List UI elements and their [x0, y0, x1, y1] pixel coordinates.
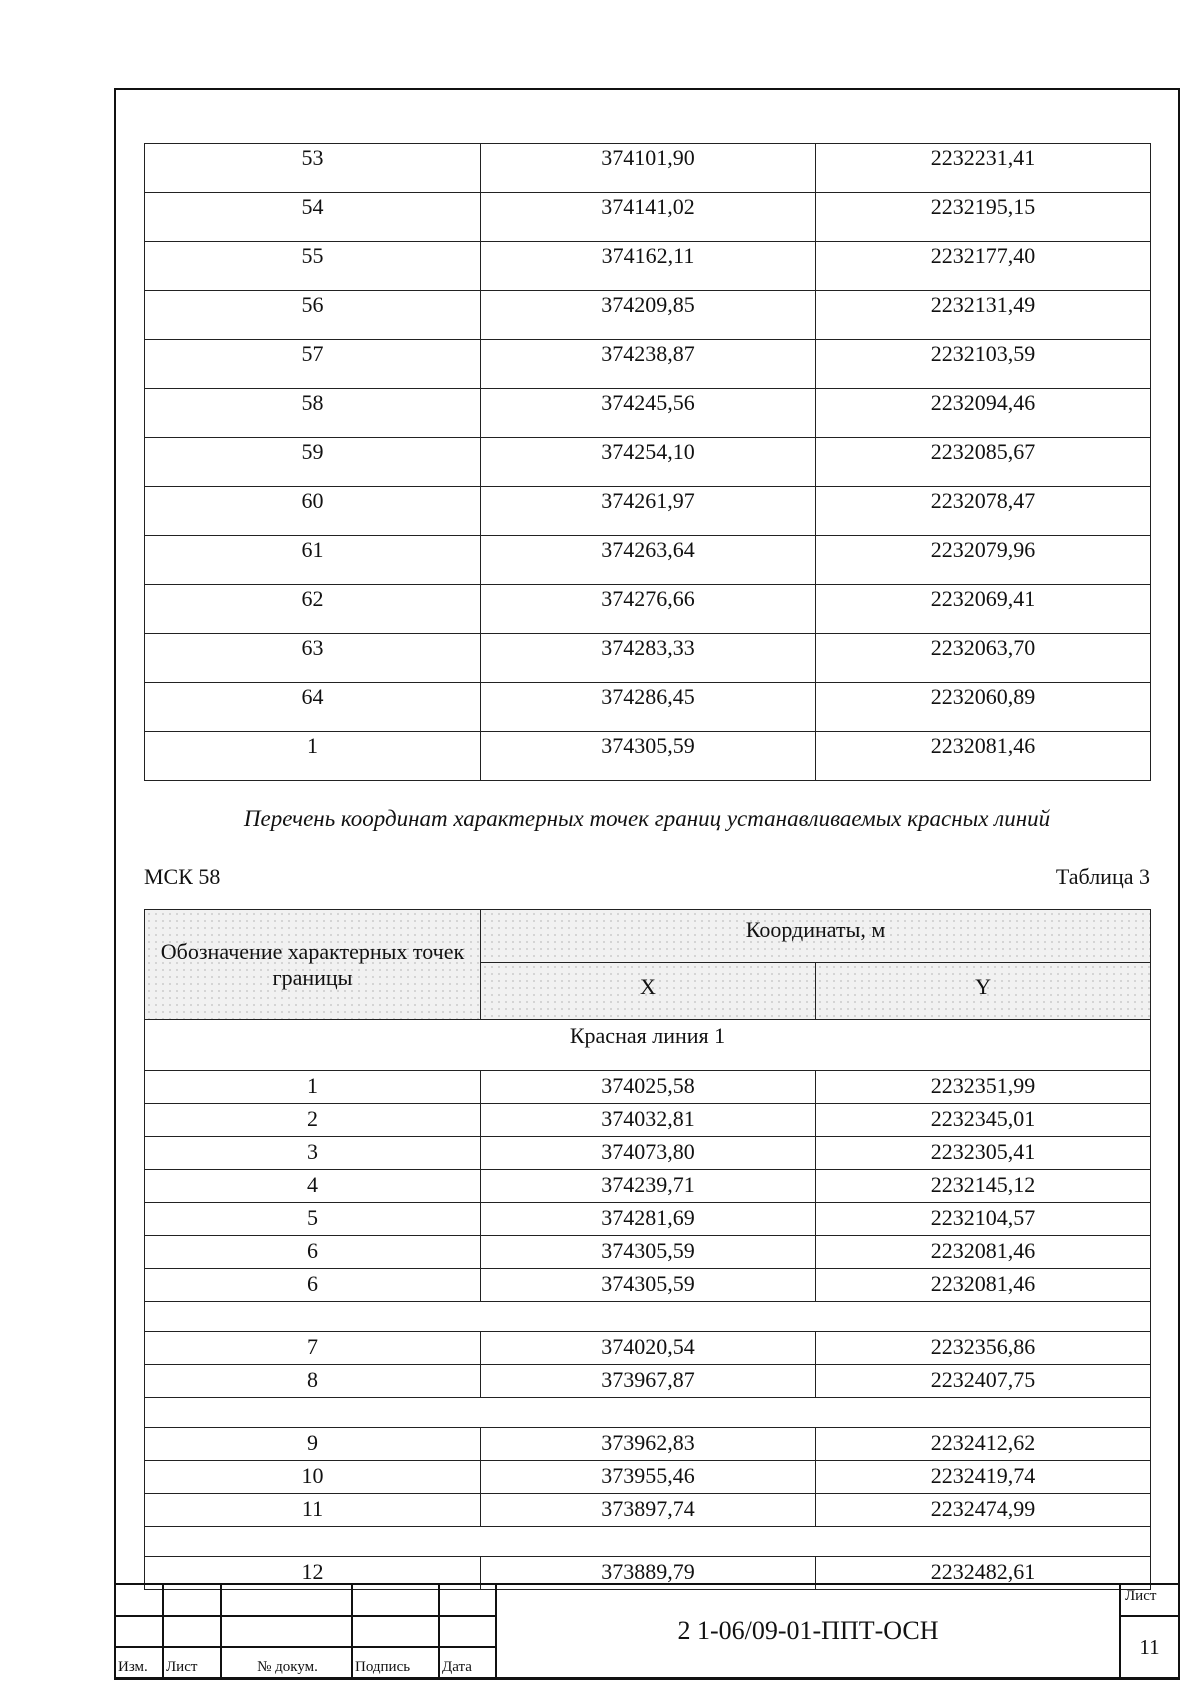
point-number: 9 [145, 1428, 481, 1461]
point-number: 63 [145, 634, 481, 683]
coordinate-y: 2232085,67 [816, 438, 1151, 487]
coordinate-x: 374162,11 [481, 242, 816, 291]
point-number: 1 [145, 1071, 481, 1104]
coordinate-x: 373962,83 [481, 1428, 816, 1461]
header-x: X [481, 963, 816, 1020]
point-number: 53 [145, 144, 481, 193]
point-number: 1 [145, 732, 481, 781]
coordinate-y: 2232131,49 [816, 291, 1151, 340]
point-number: 6 [145, 1236, 481, 1269]
table-caption: Перечень координат характерных точек границ устанавливаемых красных линий [243, 806, 1051, 831]
coordinate-y: 2232104,57 [816, 1203, 1151, 1236]
coordinates-table-continued [144, 143, 1151, 781]
coordinate-x: 373889,79 [481, 1557, 816, 1590]
coordinate-x: 374261,97 [481, 487, 816, 536]
coordinate-y: 2232081,46 [816, 1236, 1151, 1269]
table-row [145, 340, 1151, 389]
coordinate-y: 2232407,75 [816, 1365, 1151, 1398]
coordinate-y: 2232069,41 [816, 585, 1151, 634]
separator-cell [145, 1527, 1151, 1557]
stamp-cell [221, 1584, 352, 1616]
stamp-label-date: Дата [439, 1647, 496, 1678]
coordinate-y: 2232356,86 [816, 1332, 1151, 1365]
table-row [145, 389, 1151, 438]
table-row [145, 683, 1151, 732]
coordinate-y: 2232345,01 [816, 1104, 1151, 1137]
coordinate-y: 2232081,46 [816, 732, 1151, 781]
header-point-designation: Обозначение характерных точек границы [145, 910, 481, 1020]
sheet-label: Лист [1120, 1584, 1179, 1616]
coordinate-x: 374263,64 [481, 536, 816, 585]
coordinate-y: 2232177,40 [816, 242, 1151, 291]
point-number: 55 [145, 242, 481, 291]
stamp-cell [221, 1616, 352, 1647]
table-row [145, 536, 1151, 585]
table-row [145, 1461, 1151, 1494]
coordinate-x: 374276,66 [481, 585, 816, 634]
table-row [145, 1236, 1151, 1269]
point-number: 8 [145, 1365, 481, 1398]
stamp-cell [115, 1616, 163, 1647]
coordinate-x: 374286,45 [481, 683, 816, 732]
point-number: 64 [145, 683, 481, 732]
point-number: 2 [145, 1104, 481, 1137]
coordinate-y: 2232145,12 [816, 1170, 1151, 1203]
table-row [145, 1269, 1151, 1302]
point-number: 56 [145, 291, 481, 340]
coordinate-system-label: МСК 58 [144, 864, 221, 889]
coordinate-x: 374305,59 [481, 732, 816, 781]
coordinate-x: 374245,56 [481, 389, 816, 438]
table-row [145, 1170, 1151, 1203]
section-title: Красная линия 1 [145, 1020, 1151, 1071]
stamp-label-change: Изм. [115, 1647, 163, 1678]
coordinate-x: 374025,58 [481, 1071, 816, 1104]
coordinate-x: 373897,74 [481, 1494, 816, 1527]
coordinate-y: 2232195,15 [816, 193, 1151, 242]
point-number: 59 [145, 438, 481, 487]
coordinate-y: 2232081,46 [816, 1269, 1151, 1302]
table-row [145, 634, 1151, 683]
table-row [145, 732, 1151, 781]
coordinate-y: 2232305,41 [816, 1137, 1151, 1170]
stamp-cell [115, 1584, 163, 1616]
stamp-cell [439, 1584, 496, 1616]
coordinate-y: 2232079,96 [816, 536, 1151, 585]
separator-row [145, 1527, 1151, 1557]
table-number-label: Таблица 3 [1055, 864, 1150, 889]
coordinate-y: 2232474,99 [816, 1494, 1151, 1527]
header-coordinates: Координаты, м [481, 910, 1151, 963]
coordinate-y: 2232063,70 [816, 634, 1151, 683]
point-number: 60 [145, 487, 481, 536]
table-row [145, 585, 1151, 634]
table-row [145, 1428, 1151, 1461]
coordinate-x: 374209,85 [481, 291, 816, 340]
table-row [145, 193, 1151, 242]
coordinate-x: 373955,46 [481, 1461, 816, 1494]
coordinates-table-body [145, 144, 1151, 781]
point-number: 12 [145, 1557, 481, 1590]
stamp-label-doc-number: № докум. [221, 1647, 352, 1678]
stamp-cell [352, 1584, 439, 1616]
stamp-label-signature: Подпись [352, 1647, 439, 1678]
document-code: 2 1-06/09-01-ППТ-ОСН [496, 1584, 1120, 1678]
coordinate-x: 374020,54 [481, 1332, 816, 1365]
table-row [145, 1332, 1151, 1365]
table-row [145, 1137, 1151, 1170]
table-row [145, 1203, 1151, 1236]
separator-row [145, 1302, 1151, 1332]
stamp-label-sheet: Лист [163, 1647, 221, 1678]
coordinate-y: 2232060,89 [816, 683, 1151, 732]
stamp-cell [163, 1616, 221, 1647]
point-number: 7 [145, 1332, 481, 1365]
stamp-cell [163, 1584, 221, 1616]
point-number: 58 [145, 389, 481, 438]
stamp-cell [352, 1616, 439, 1647]
stamp-cell [439, 1616, 496, 1647]
sheet-number: 11 [1120, 1616, 1179, 1678]
red-lines-table-body [145, 1020, 1151, 1590]
coordinate-x: 374141,02 [481, 193, 816, 242]
coordinate-x: 374254,10 [481, 438, 816, 487]
coordinate-y: 2232351,99 [816, 1071, 1151, 1104]
table-row [145, 1365, 1151, 1398]
title-block [114, 1583, 1180, 1679]
point-number: 3 [145, 1137, 481, 1170]
point-number: 10 [145, 1461, 481, 1494]
point-number: 61 [145, 536, 481, 585]
coordinate-y: 2232078,47 [816, 487, 1151, 536]
header-y: Y [816, 963, 1151, 1020]
point-number: 4 [145, 1170, 481, 1203]
table-row [145, 1494, 1151, 1527]
section-row [145, 1020, 1151, 1071]
table-row [145, 242, 1151, 291]
coordinate-x: 374073,80 [481, 1137, 816, 1170]
coordinate-x: 374032,81 [481, 1104, 816, 1137]
separator-cell [145, 1302, 1151, 1332]
table-row [145, 291, 1151, 340]
coordinate-x: 374283,33 [481, 634, 816, 683]
point-number: 11 [145, 1494, 481, 1527]
point-number: 6 [145, 1269, 481, 1302]
table-row [145, 144, 1151, 193]
coordinate-x: 374281,69 [481, 1203, 816, 1236]
point-number: 5 [145, 1203, 481, 1236]
table-row [145, 487, 1151, 536]
coordinate-x: 374238,87 [481, 340, 816, 389]
coordinate-y: 2232231,41 [816, 144, 1151, 193]
coordinate-y: 2232412,62 [816, 1428, 1151, 1461]
point-number: 54 [145, 193, 481, 242]
coordinate-y: 2232482,61 [816, 1557, 1151, 1590]
coordinate-x: 374239,71 [481, 1170, 816, 1203]
coordinate-y: 2232103,59 [816, 340, 1151, 389]
coordinate-x: 374305,59 [481, 1236, 816, 1269]
separator-cell [145, 1398, 1151, 1428]
table-row [145, 438, 1151, 487]
coordinate-x: 373967,87 [481, 1365, 816, 1398]
coordinate-x: 374305,59 [481, 1269, 816, 1302]
point-number: 57 [145, 340, 481, 389]
table-row [145, 1071, 1151, 1104]
coordinate-y: 2232419,74 [816, 1461, 1151, 1494]
table-row [145, 1104, 1151, 1137]
red-lines-coordinates-table [144, 909, 1151, 1590]
separator-row [145, 1398, 1151, 1428]
coordinate-x: 374101,90 [481, 144, 816, 193]
point-number: 62 [145, 585, 481, 634]
coordinate-y: 2232094,46 [816, 389, 1151, 438]
